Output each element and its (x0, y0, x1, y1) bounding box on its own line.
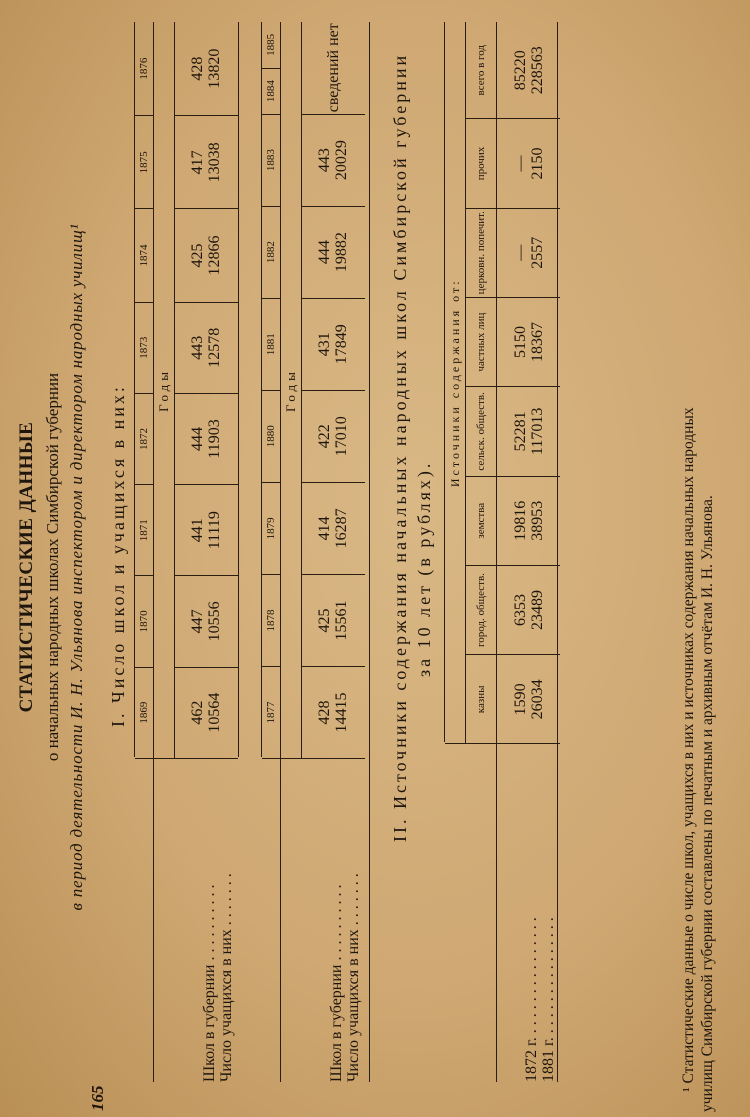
row-label-1872: 1872 г. . . . . . . . . . . . . . . . (523, 917, 540, 1082)
year-cell: 1870 (135, 576, 154, 667)
page-number: 165 (88, 1085, 107, 1111)
year-cell: 1883 (262, 114, 281, 206)
data-cell: — 2557 (497, 208, 561, 297)
data-cell: 425 12866 (175, 209, 238, 302)
column-header: земства (466, 476, 497, 565)
schools-table-part2 (262, 22, 365, 1082)
table-rule (134, 22, 135, 757)
years-group-label: Годы (281, 22, 302, 759)
table-rule (261, 22, 262, 757)
table-rule (444, 22, 445, 742)
data-cell: 447 10556 (175, 576, 238, 667)
data-cell: 444 19882 (302, 206, 365, 298)
data-cell: 5150 18367 (497, 297, 561, 386)
data-cell: 52281 117013 (497, 387, 561, 476)
year-cell: 1872 (135, 393, 154, 484)
schools-table-part1 (135, 22, 238, 1082)
column-header: казны (466, 655, 497, 744)
column-header: город. обществ. (466, 565, 497, 654)
year-cell: 1871 (135, 485, 154, 576)
column-header: частных лиц (466, 297, 497, 386)
years-group-label: Годы (154, 22, 175, 758)
no-data-cell: сведений нет (302, 22, 365, 114)
year-cell: 1880 (262, 390, 281, 482)
data-cell: — 2150 (497, 119, 561, 208)
sources-group-label: Источники содержания от: (445, 22, 466, 744)
data-cell: 444 11903 (175, 393, 238, 484)
section1-title: I. Число школ и учащихся в них: (108, 384, 128, 727)
section2-title-line2: за 10 лет (в рублях). (414, 460, 434, 677)
page-period: в период деятельности И. Н. Ульянова инспектором и директором народных училищ¹ (67, 223, 86, 911)
data-cell: 19816 38953 (497, 476, 561, 565)
table-rule (369, 22, 370, 1082)
column-header: сельск. обществ. (466, 387, 497, 476)
year-cell: 1876 (135, 22, 154, 116)
page-title: СТАТИСТИЧЕСКИЕ ДАННЫЕ (16, 421, 37, 713)
row-labels (175, 758, 238, 1082)
column-header: церковн. попечит. (466, 208, 497, 297)
row-label-students: Число учащихся в них . . . . . . . (344, 873, 362, 1082)
year-cell: 1877 (262, 666, 281, 758)
data-cell: 443 20029 (302, 114, 365, 206)
row-label-schools: Школ в губернии . . . . . . . . . . (200, 884, 218, 1082)
year-cell: 1884 (262, 68, 281, 114)
footnote-line2: училищ Симбирской губернии составлены по печатным и архивным отчётам И. Н. Ульянова. (699, 495, 716, 1112)
data-cell: 414 16287 (302, 482, 365, 574)
sources-table (445, 22, 560, 1082)
year-cell: 1885 (262, 22, 281, 68)
year-cell: 1873 (135, 302, 154, 393)
data-cell: 1590 26034 (497, 655, 561, 744)
row-labels (302, 759, 365, 1082)
year-cell: 1879 (262, 482, 281, 574)
data-cell: 443 12578 (175, 302, 238, 393)
data-cell: 428 14415 (302, 666, 365, 758)
data-cell: 441 11119 (175, 485, 238, 576)
column-header: прочих (466, 119, 497, 208)
data-cell: 417 13038 (175, 116, 238, 209)
year-cell: 1874 (135, 209, 154, 302)
row-label-schools: Школ в губернии . . . . . . . . . . (327, 884, 345, 1082)
data-cell: 425 15561 (302, 574, 365, 666)
table-rule (557, 22, 558, 1082)
row-label-1881: 1881 г. . . . . . . . . . . . . . . . (540, 917, 557, 1082)
row-label-students: Число учащихся в них . . . . . . . (217, 873, 235, 1082)
year-cell: 1875 (135, 116, 154, 209)
data-cell: 422 17010 (302, 390, 365, 482)
section2-title: II. Источники содержания начальных народных школ Симбирской губернии (390, 52, 410, 842)
table-rule (238, 22, 239, 757)
data-cell: 428 13820 (175, 22, 238, 116)
footnote-line1: ¹ Статистические данные о числе школ, учащихся в них и источниках содержания начальных народных (680, 407, 697, 1092)
row-labels (497, 744, 561, 1082)
data-cell: 462 10564 (175, 667, 238, 758)
year-cell: 1881 (262, 298, 281, 390)
data-cell: 85220 228563 (497, 22, 561, 119)
year-cell: 1869 (135, 667, 154, 758)
column-header: всего в год (466, 22, 497, 119)
page-subtitle: о начальных народных школах Симбирской губернии (43, 372, 62, 762)
data-cell: 6353 23489 (497, 565, 561, 654)
year-cell: 1882 (262, 206, 281, 298)
data-cell: 431 17849 (302, 298, 365, 390)
year-cell: 1878 (262, 574, 281, 666)
